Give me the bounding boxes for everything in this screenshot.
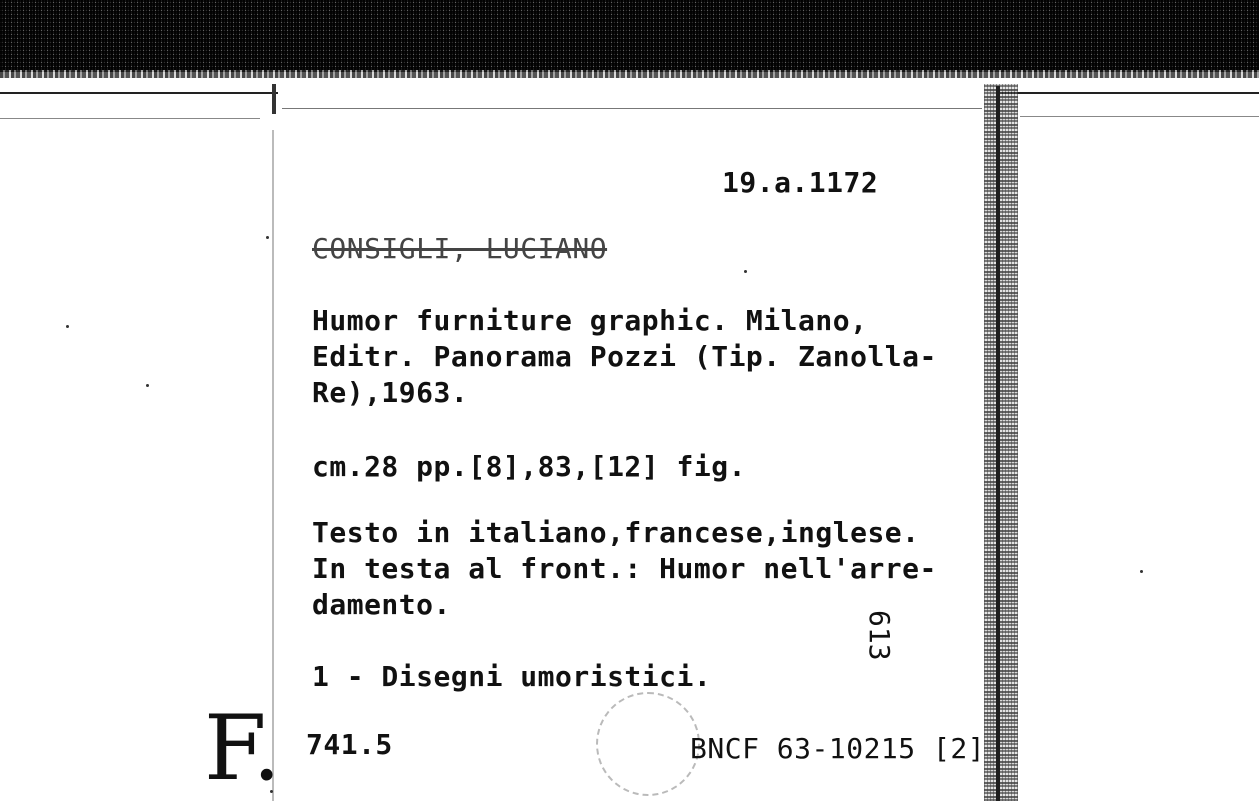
library-stamp: [596, 692, 700, 796]
right-card-border-strip: [984, 84, 1018, 801]
title-line-3: Re),1963.: [312, 376, 469, 409]
physical-description: cm.28 pp.[8],83,[12] fig.: [312, 450, 746, 483]
right-card-top-edge: [1000, 92, 1259, 94]
speck: [146, 384, 149, 387]
notes-line-1: Testo in italiano,francese,inglese.: [312, 516, 920, 549]
left-card-right-edge: [272, 84, 276, 114]
speck: [744, 270, 747, 273]
right-card-line: [1020, 116, 1259, 117]
scan-noise-band: [0, 0, 1259, 72]
right-card-border-line: [996, 86, 1000, 801]
notes-line-3: damento.: [312, 588, 451, 621]
call-number: 19.a.1172: [722, 166, 879, 199]
speck: [266, 236, 269, 239]
side-number: 613: [863, 610, 896, 661]
card-top-edge: [282, 108, 982, 109]
title-line-1: Humor furniture graphic. Milano,: [312, 304, 868, 337]
title-line-2: Editr. Panorama Pozzi (Tip. Zanolla-: [312, 340, 937, 373]
left-card-line: [0, 118, 260, 119]
left-card-top-edge: [0, 92, 278, 94]
classification-number: 741.5: [306, 728, 393, 761]
handwritten-mark: F.: [204, 696, 282, 801]
bncf-number: BNCF 63-10215 [2]: [690, 732, 986, 765]
notes-line-2: In testa al front.: Humor nell'arre-: [312, 552, 937, 585]
subject-heading: 1 - Disegni umoristici.: [312, 660, 712, 693]
speck: [66, 325, 69, 328]
speck: [1140, 570, 1143, 573]
author-heading: CONSIGLI, LUCIANO: [312, 232, 608, 265]
